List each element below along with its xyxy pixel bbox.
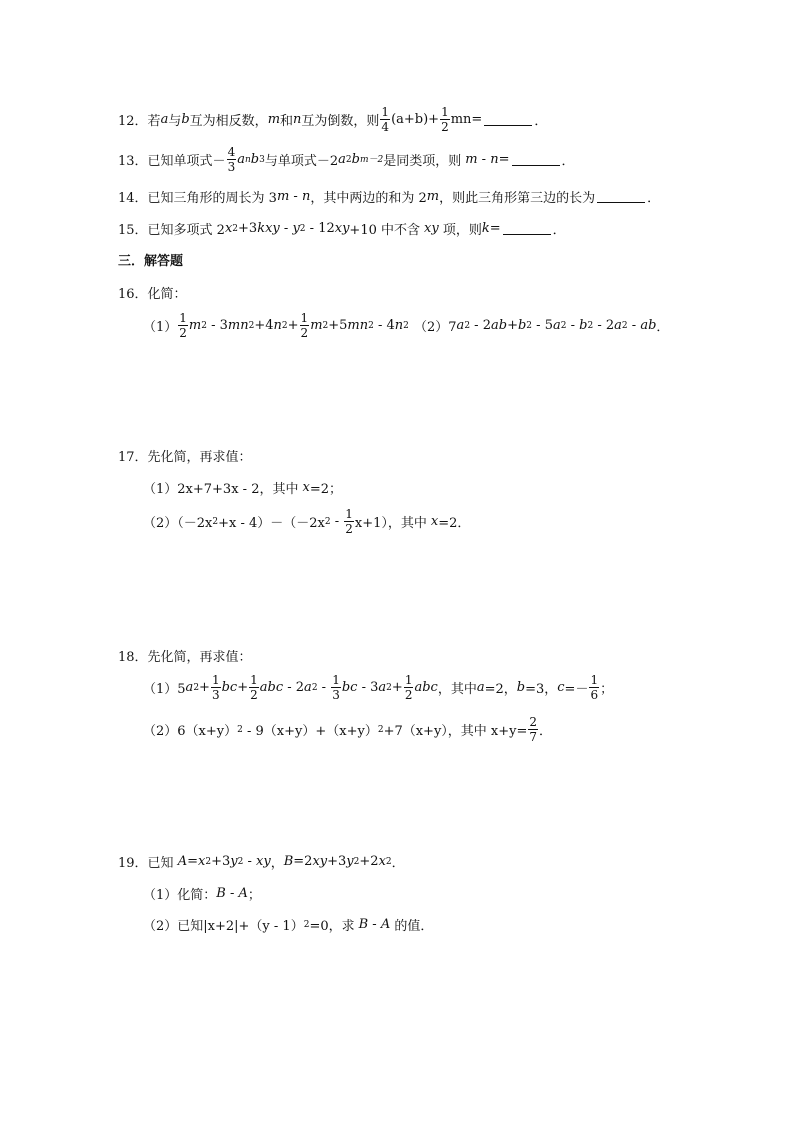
text: +2 bbox=[359, 854, 379, 869]
question-18-part2: （2）6（x+y） 2 - 9（x+y）+（x+y） 2 +7（x+y），其中 x+y= $\frac{2}{7}$ ． bbox=[143, 715, 553, 744]
text: - bbox=[627, 318, 641, 333]
var: a bbox=[237, 152, 245, 167]
text: 19．已知 bbox=[118, 856, 178, 871]
var: bc bbox=[341, 680, 358, 695]
numerator: 1 bbox=[179, 311, 187, 325]
var-b: b bbox=[181, 112, 190, 127]
numerator: 1 bbox=[250, 673, 258, 687]
text: 与 bbox=[168, 114, 182, 129]
text: - bbox=[368, 917, 381, 932]
text: （2）（－2x bbox=[143, 516, 213, 531]
denominator: 2 bbox=[345, 522, 353, 536]
var: n bbox=[301, 189, 311, 204]
text: - 3 bbox=[357, 680, 379, 695]
text: +10 中不含 bbox=[349, 223, 420, 238]
expression: mn= bbox=[450, 112, 483, 127]
text: +4 bbox=[254, 318, 274, 333]
text: 的值． bbox=[390, 919, 434, 934]
var: m bbox=[426, 189, 440, 204]
text: +3 bbox=[238, 221, 258, 236]
var: x bbox=[378, 854, 386, 869]
fraction bbox=[380, 106, 390, 133]
question-19-part2: （2）已知|x+2|+（y - 1） 2 =0，求 B - A 的值． bbox=[143, 917, 434, 934]
answer-blank[interactable] bbox=[484, 113, 532, 126]
var: b bbox=[517, 318, 527, 333]
section-heading: 三．解答题 bbox=[118, 254, 184, 269]
var: abc bbox=[414, 680, 438, 695]
question-19-part1 bbox=[143, 884, 261, 903]
var: n bbox=[394, 318, 404, 333]
question-17-part2: （2）（－2x 2 +x - 4）－（－2x 2 - $\frac{1}{2}$ x+1），其中 x =2． bbox=[143, 507, 471, 536]
text: 是同类项，则 bbox=[383, 154, 462, 169]
denominator: 3 bbox=[211, 688, 220, 702]
var: m bbox=[188, 318, 202, 333]
text: =2． bbox=[438, 516, 471, 531]
var: a bbox=[552, 318, 561, 333]
denominator: 7 bbox=[529, 730, 538, 744]
expression: (a+b)+ bbox=[391, 112, 440, 127]
text: ； bbox=[247, 888, 261, 903]
numerator: 1 bbox=[590, 673, 599, 687]
var: ab bbox=[640, 318, 657, 333]
var: ab bbox=[490, 318, 508, 333]
var: B bbox=[283, 854, 294, 869]
text: （1）5 bbox=[143, 682, 186, 697]
fraction bbox=[589, 674, 599, 701]
denominator: 3 bbox=[227, 160, 236, 174]
question-number: 14． bbox=[118, 191, 148, 206]
var: a bbox=[614, 318, 622, 333]
text: + bbox=[237, 680, 249, 695]
text: - bbox=[566, 318, 580, 333]
var: xy bbox=[256, 854, 271, 869]
var: x bbox=[430, 514, 439, 529]
part-label: （2）7 bbox=[414, 320, 457, 335]
var: a bbox=[456, 318, 465, 333]
question-18-part1: （1）5 a 2 + $\frac{1}{3}$ bc + $\frac{1}{2}$ abc - 2 a 2 - $\frac{1}{3}$ bc - 3 a 2 + $\frac{1}{2}$ abc ，其中 a =2， b =3， c =－ $\frac{1}{6}$ ； bbox=[143, 673, 614, 702]
var-n: n bbox=[293, 112, 302, 127]
var: A bbox=[177, 854, 188, 869]
text: - 2 bbox=[593, 318, 615, 333]
var-a: a bbox=[160, 112, 169, 127]
text: = bbox=[489, 221, 501, 236]
denominator: 4 bbox=[381, 120, 390, 134]
text: - 3 bbox=[206, 318, 228, 333]
var: a bbox=[338, 152, 346, 167]
text: - 4 bbox=[373, 318, 395, 333]
denominator: 6 bbox=[590, 688, 599, 702]
text: x+1），其中 bbox=[354, 516, 427, 531]
var: n bbox=[273, 318, 282, 333]
text: 与单项式－2 bbox=[264, 154, 339, 169]
fraction bbox=[404, 674, 414, 701]
text: =－ bbox=[564, 682, 589, 697]
question-12 bbox=[118, 106, 547, 133]
numerator: 1 bbox=[345, 507, 353, 521]
text: + bbox=[287, 318, 299, 333]
text: +5 bbox=[328, 318, 348, 333]
fraction bbox=[227, 146, 237, 173]
text: - bbox=[477, 152, 491, 167]
text: 互为相反数， bbox=[189, 114, 268, 129]
answer-blank[interactable] bbox=[512, 153, 560, 166]
var: b bbox=[516, 680, 526, 695]
question-number: 15． bbox=[118, 223, 148, 238]
numerator: 1 bbox=[211, 673, 220, 687]
text: （1）2x+7+3x - 2，其中 bbox=[143, 482, 299, 497]
var: k bbox=[481, 221, 490, 236]
denominator: 2 bbox=[179, 326, 187, 340]
denominator: 2 bbox=[300, 326, 309, 340]
text: - 12 bbox=[305, 221, 335, 236]
text: ； bbox=[600, 682, 614, 697]
text: 项，则 bbox=[438, 223, 482, 238]
var: m bbox=[276, 189, 290, 204]
var: m bbox=[465, 152, 478, 167]
var: xy bbox=[334, 221, 350, 236]
question-18-title: 18．先化简，再求值： bbox=[118, 650, 252, 665]
question-17-part1 bbox=[143, 478, 342, 497]
var: x bbox=[197, 854, 206, 869]
text: ， bbox=[270, 856, 284, 871]
text: - bbox=[279, 221, 293, 236]
text: - 2 bbox=[470, 318, 491, 333]
text: （2）6（x+y） bbox=[143, 724, 238, 739]
text: - 9（x+y）+（x+y） bbox=[242, 724, 378, 739]
text: +3 bbox=[327, 854, 347, 869]
var: b bbox=[579, 318, 588, 333]
question-16-part1: （1） $\frac{1}{2}$ m 2 - 3 mn 2 +4 n 2 + $\frac{1}{2}$ m 2 +5 mn 2 - 4 n 2 bbox=[143, 311, 409, 340]
var: B bbox=[358, 917, 369, 932]
fraction bbox=[178, 312, 188, 339]
answer-blank[interactable] bbox=[503, 222, 551, 235]
text: ． bbox=[534, 114, 548, 129]
text: ，其中两边的和为 2 bbox=[310, 191, 427, 206]
text: = bbox=[498, 152, 510, 167]
fraction bbox=[249, 674, 259, 701]
text: ． bbox=[552, 223, 566, 238]
fraction bbox=[211, 674, 221, 701]
text: - bbox=[330, 514, 344, 529]
var: b bbox=[250, 152, 260, 167]
var: A bbox=[380, 917, 391, 932]
text: =2， bbox=[484, 682, 517, 697]
question-17-title: 17．先化简，再求值： bbox=[118, 450, 252, 465]
var: a bbox=[378, 680, 387, 695]
numerator: 1 bbox=[404, 673, 413, 687]
var: xy bbox=[424, 221, 439, 236]
numerator: 1 bbox=[441, 105, 449, 119]
var: A bbox=[238, 886, 248, 901]
var: abc bbox=[259, 680, 284, 695]
var: n bbox=[490, 152, 499, 167]
var: y bbox=[292, 221, 300, 236]
text: 若 bbox=[147, 114, 161, 129]
question-16-title: 16．化简： bbox=[118, 287, 187, 302]
fraction bbox=[344, 508, 354, 535]
text: + bbox=[199, 680, 210, 695]
text: - bbox=[289, 189, 302, 204]
text: ，则此三角形第三边的长为 bbox=[439, 191, 596, 206]
text: =2 bbox=[293, 854, 313, 869]
text: 已知三角形的周长为 3 bbox=[147, 191, 277, 206]
numerator: 1 bbox=[332, 673, 340, 687]
var: x bbox=[224, 221, 233, 236]
text: - bbox=[243, 854, 256, 869]
text: 已知多项式 2 bbox=[147, 223, 225, 238]
text: 和 bbox=[280, 114, 294, 129]
var: bc bbox=[221, 680, 238, 695]
var: B bbox=[216, 886, 226, 901]
text: ，其中 bbox=[437, 682, 477, 697]
text: + bbox=[507, 318, 518, 333]
var: x bbox=[302, 480, 310, 495]
numerator: 2 bbox=[529, 715, 538, 729]
numerator: 1 bbox=[300, 311, 309, 325]
text: （1）化简： bbox=[143, 888, 217, 903]
question-13: 13． 已知单项式－ $\frac{4}{3}$ a n b 3 与单项式－2 a 2 b m－2 是同类项，则 m - n = ． bbox=[118, 145, 575, 174]
text: +x - 4）－（－2x bbox=[218, 516, 325, 531]
var: mn bbox=[227, 318, 249, 333]
text: - bbox=[225, 886, 239, 901]
text: = bbox=[187, 854, 198, 869]
fraction bbox=[528, 716, 538, 743]
text: （2）已知|x+2|+（y - 1） bbox=[143, 919, 304, 934]
var: y bbox=[230, 854, 238, 869]
var: xy bbox=[312, 854, 328, 869]
var: mn bbox=[347, 318, 369, 333]
text: + bbox=[391, 680, 403, 695]
text: ． bbox=[391, 856, 405, 871]
question-15: 15． 已知多项式 2 x 2 +3 kxy - y 2 - 12 xy +10 中不含 xy 项，则 k = ． bbox=[118, 221, 566, 238]
text: =0，求 bbox=[309, 919, 355, 934]
text: - bbox=[317, 680, 331, 695]
var: a bbox=[304, 680, 312, 695]
var: b bbox=[351, 152, 360, 167]
question-number: 12． bbox=[118, 114, 148, 129]
var: a bbox=[476, 680, 485, 695]
var: c bbox=[557, 680, 565, 695]
fraction bbox=[300, 312, 310, 339]
fraction bbox=[440, 106, 450, 133]
text: ． bbox=[539, 724, 553, 739]
denominator: 3 bbox=[332, 688, 340, 702]
text: +7（x+y），其中 x+y= bbox=[383, 724, 528, 739]
text: ． bbox=[647, 191, 661, 206]
var: a bbox=[185, 680, 194, 695]
var-m: m bbox=[267, 112, 281, 127]
numerator: 4 bbox=[227, 145, 236, 159]
text: ． bbox=[561, 154, 575, 169]
var: kxy bbox=[257, 221, 280, 236]
text: - 2 bbox=[283, 680, 305, 695]
text: 已知单项式－ bbox=[147, 154, 226, 169]
answer-blank[interactable] bbox=[597, 190, 645, 203]
denominator: 2 bbox=[441, 120, 449, 134]
text: ． bbox=[656, 320, 670, 335]
var: m bbox=[310, 318, 323, 333]
question-16-part2: （2）7 a 2 - 2 ab + b 2 - 5 a 2 - b 2 - 2 a 2 - ab ． bbox=[414, 318, 670, 335]
question-number: 13． bbox=[118, 154, 148, 169]
text: - 5 bbox=[532, 318, 553, 333]
question-14 bbox=[118, 187, 660, 206]
denominator: 2 bbox=[404, 688, 413, 702]
text: =3， bbox=[525, 682, 558, 697]
fraction bbox=[331, 674, 341, 701]
text: +3 bbox=[211, 854, 231, 869]
text: =2； bbox=[309, 482, 342, 497]
question-19: 19．已知 A = x 2 +3 y 2 - xy ， B =2 xy +3 y 2 +2 x 2 ． bbox=[118, 854, 405, 871]
numerator: 1 bbox=[381, 105, 390, 119]
part-label: （1） bbox=[143, 320, 178, 335]
text: 互为倒数，则 bbox=[301, 114, 380, 129]
denominator: 2 bbox=[250, 688, 258, 702]
var: y bbox=[346, 854, 354, 869]
